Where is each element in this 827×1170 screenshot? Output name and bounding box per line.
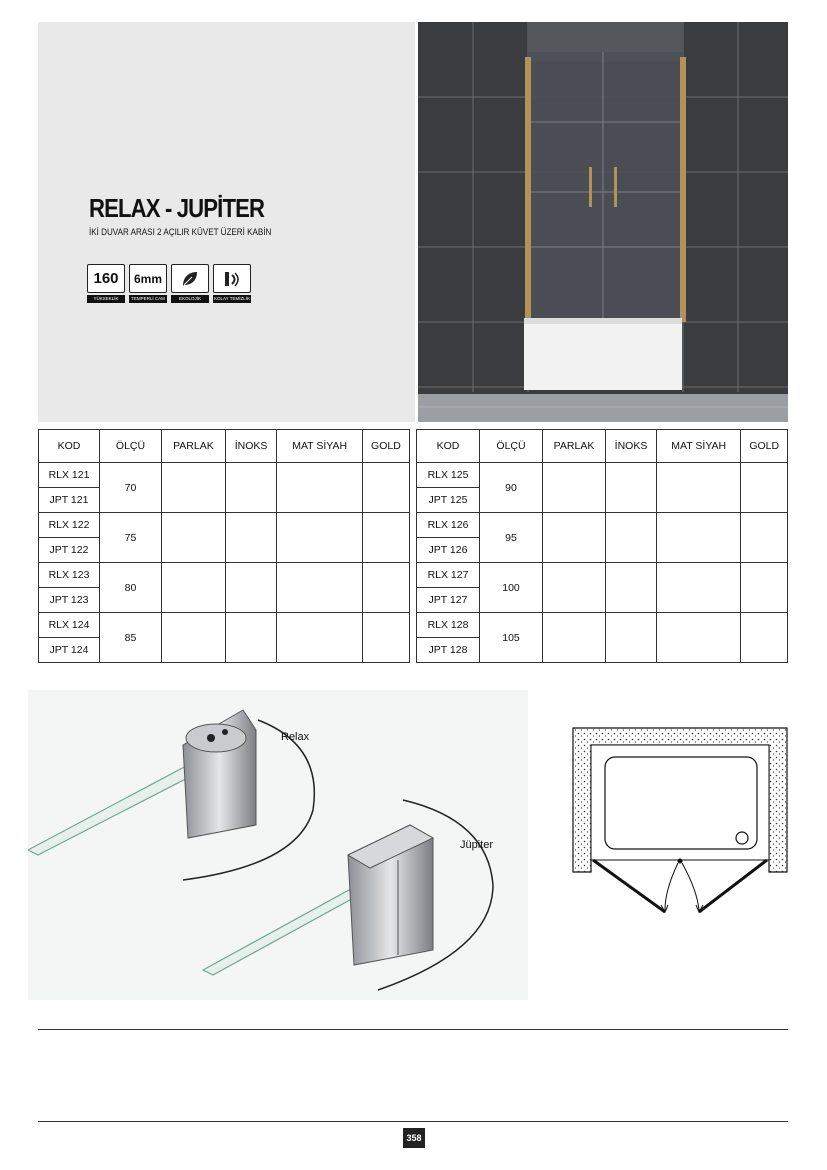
feature-badges — [87, 264, 251, 303]
finish-cell — [543, 463, 606, 513]
code-cell: RLX 121 — [39, 463, 100, 488]
finish-cell — [543, 613, 606, 663]
jupiter-label: Jüpiter — [460, 839, 494, 851]
product-title: RELAX - JUPİTER — [89, 193, 265, 223]
code-cell: JPT 127 — [417, 588, 480, 613]
code-cell: JPT 124 — [39, 638, 100, 663]
spec-table-right — [416, 429, 788, 663]
finish-cell — [606, 613, 657, 663]
code-cell: RLX 124 — [39, 613, 100, 638]
col-gold: GOLD — [362, 430, 409, 463]
profile-detail-illustration — [28, 690, 528, 1000]
eco-badge — [171, 264, 209, 303]
finish-cell — [656, 513, 740, 563]
code-cell: RLX 126 — [417, 513, 480, 538]
finish-cell — [362, 513, 409, 563]
height-caption: YÜKSEKLİK — [87, 295, 125, 303]
eco-caption: EKOLOJİK — [171, 295, 209, 303]
height-badge — [87, 264, 125, 303]
finish-cell — [362, 613, 409, 663]
code-cell: RLX 128 — [417, 613, 480, 638]
finish-cell — [741, 513, 788, 563]
easy-clean-icon — [213, 264, 251, 293]
col-olcu: ÖLÇÜ — [100, 430, 162, 463]
finish-cell — [162, 463, 226, 513]
height-icon: 160 — [87, 264, 125, 293]
code-cell: JPT 123 — [39, 588, 100, 613]
divider-line — [38, 1029, 788, 1030]
finish-cell — [543, 563, 606, 613]
easy-clean-caption: KOLAY TEMİZLİK — [213, 296, 250, 301]
col-inoks: İNOKS — [225, 430, 277, 463]
finish-cell — [225, 463, 277, 513]
code-cell: RLX 127 — [417, 563, 480, 588]
code-cell: JPT 126 — [417, 538, 480, 563]
finish-cell — [741, 563, 788, 613]
col-parlak: PARLAK — [162, 430, 226, 463]
table-row — [417, 563, 788, 588]
finish-cell — [277, 563, 363, 613]
table-row — [417, 513, 788, 538]
size-cell: 85 — [100, 613, 162, 663]
size-cell: 75 — [100, 513, 162, 563]
code-cell: JPT 121 — [39, 488, 100, 513]
size-cell: 70 — [100, 463, 162, 513]
table-row — [417, 613, 788, 638]
glass-caption: TEMPERLİ CAM — [129, 295, 167, 303]
product-photo — [418, 22, 788, 422]
finish-cell — [656, 613, 740, 663]
finish-cell — [606, 563, 657, 613]
finish-cell — [225, 513, 277, 563]
finish-cell — [162, 613, 226, 663]
code-cell: JPT 125 — [417, 488, 480, 513]
finish-cell — [277, 613, 363, 663]
table-row — [39, 613, 410, 638]
finish-cell — [543, 513, 606, 563]
product-subtitle: İKİ DUVAR ARASI 2 AÇILIR KÜVET ÜZERİ KABİN — [89, 227, 272, 238]
finish-cell — [741, 463, 788, 513]
code-cell: RLX 125 — [417, 463, 480, 488]
divider-line — [38, 1121, 788, 1122]
finish-cell — [225, 613, 277, 663]
col-olcu: ÖLÇÜ — [480, 430, 543, 463]
size-cell: 100 — [480, 563, 543, 613]
table-row — [39, 563, 410, 588]
page-number: 358 — [403, 1128, 425, 1148]
code-cell: RLX 123 — [39, 563, 100, 588]
relax-label: Relax — [281, 731, 310, 743]
finish-cell — [741, 613, 788, 663]
table-row — [417, 463, 788, 488]
finish-cell — [162, 513, 226, 563]
col-inoks: İNOKS — [606, 430, 657, 463]
glass-thickness-icon: 6mm — [129, 264, 167, 293]
finish-cell — [277, 463, 363, 513]
table-row — [39, 513, 410, 538]
size-cell: 105 — [480, 613, 543, 663]
finish-cell — [277, 513, 363, 563]
size-cell: 80 — [100, 563, 162, 613]
finish-cell — [225, 563, 277, 613]
finish-cell — [162, 563, 226, 613]
col-kod: KOD — [39, 430, 100, 463]
code-cell: JPT 122 — [39, 538, 100, 563]
col-gold: GOLD — [741, 430, 788, 463]
finish-cell — [606, 513, 657, 563]
size-cell: 90 — [480, 463, 543, 513]
code-cell: JPT 128 — [417, 638, 480, 663]
size-cell: 95 — [480, 513, 543, 563]
finish-cell — [362, 563, 409, 613]
spec-table-left — [38, 429, 410, 663]
glass-badge — [129, 264, 167, 303]
finish-cell — [606, 463, 657, 513]
easy-clean-badge — [213, 264, 251, 303]
plan-view-diagram — [565, 720, 795, 920]
col-mat-siyah: MAT SİYAH — [277, 430, 363, 463]
col-mat-siyah: MAT SİYAH — [656, 430, 740, 463]
col-parlak: PARLAK — [543, 430, 606, 463]
col-kod: KOD — [417, 430, 480, 463]
finish-cell — [656, 463, 740, 513]
finish-cell — [362, 463, 409, 513]
table-row — [39, 463, 410, 488]
code-cell: RLX 122 — [39, 513, 100, 538]
finish-cell — [656, 563, 740, 613]
eco-leaf-icon — [171, 264, 209, 293]
